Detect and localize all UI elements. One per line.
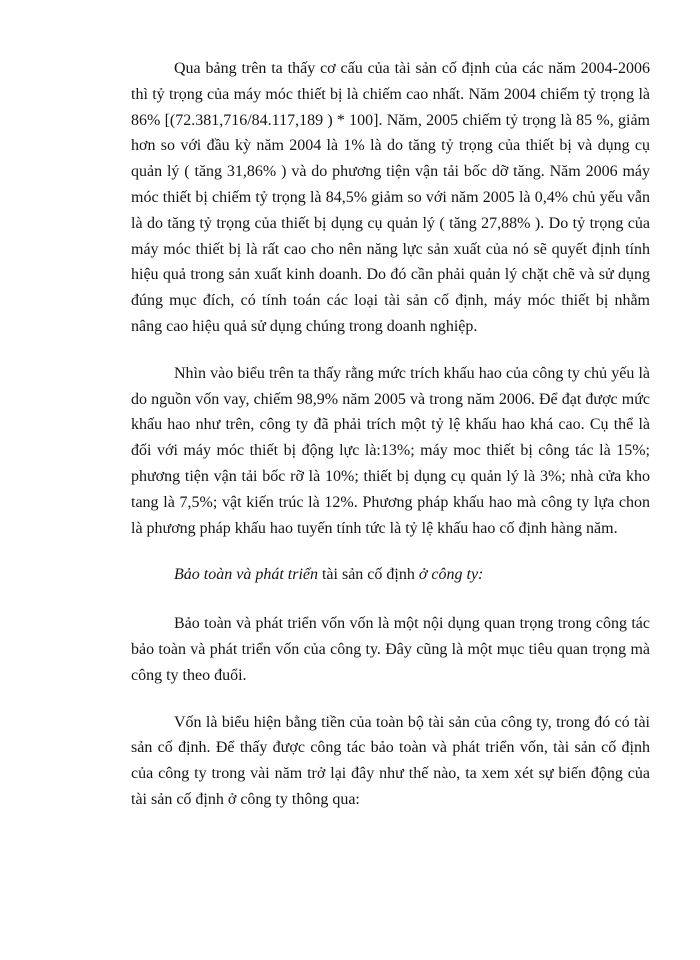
paragraph-capital-preservation: Bảo toàn và phát triển vốn vốn là một nội dụng quan trọng trong công tác bảo toàn và phát triển vốn của công ty. Đây cũng là một mục tiêu quan trọng mà công ty theo đuổi. xyxy=(131,615,650,684)
heading-regular-part: tài sản cố định xyxy=(317,566,419,584)
paragraph-depreciation: Nhìn vào biểu trên ta thấy rằng mức trích khấu hao của công ty chủ yếu là do nguồn vốn vay, chiếm 98,9% năm 2005 và trong năm 2006. Để đạt được mức khấu hao như trên, công ty đã phải trích một tỷ lệ khấu hao khá cao. Cụ thể là đối với máy móc thiết bị động lực là:13%; máy moc thiết bị công tác là 15%; phương tiện vận tải bốc rỡ là 10%; thiết bị dụng cụ quản lý là 3%; nhà cửa kho tang là 7,5%; vật kiến trúc là 12%. Phương pháp khấu hao mà công ty lựa chon là phương pháp khấu hao tuyến tính tức là tỷ lệ khấu hao cố định hàng năm. xyxy=(131,364,650,537)
heading-italic-part-2: ở công ty: xyxy=(418,566,484,584)
heading-italic-part-1: Bảo toàn và phát triển xyxy=(174,566,318,584)
section-heading xyxy=(131,562,650,588)
paragraph-capital-definition: Vốn là biểu hiện bằng tiền của toàn bộ tài sản của công ty, trong đó có tài sản cố định. Để thấy được công tác bảo toàn và phát triển vốn, tài sản cố định của công ty trong vài năm trở lại đây như thế nào, ta xem xét sự biến động của tài sản cố định ở công ty thông qua: xyxy=(131,713,650,808)
paragraph-fixed-asset-structure: Qua bảng trên ta thấy cơ cấu của tài sản cố định của các năm 2004-2006 thì tỷ trọng của máy móc thiết bị là chiếm cao nhất. Năm 2004 chiếm tỷ trọng là 86% [(72.381,716/84.117,189 ) * 100]. Năm, 2005 chiếm tỷ trọng là 85 %, giảm hơn so với đầu kỳ năm 2004 là 1% là do tăng tỷ trọng của thiết bị và dụng cụ quản lý ( tăng 31,86% ) và do phương tiện vận tải bốc dỡ tăng. Năm 2006 máy móc thiết bị chiếm tỷ trọng là 84,5% giảm so với năm 2005 là 0,4% chủ yếu vẫn là do tăng tỷ trọng của thiết bị dụng cụ quản lý ( tăng 27,88% ). Do tỷ trọng của máy móc thiết bị là rất cao cho nên năng lực sản xuất của nó sẽ quyết định tính hiệu quả trong sản xuất kinh doanh. Do đó cần phải quản lý chặt chẽ và sử dụng đúng mục đích, có tính toán các loại tài sản cố định, máy móc thiết bị nhằm nâng cao hiệu quả sử dụng chúng trong doanh nghiệp. xyxy=(131,60,650,335)
